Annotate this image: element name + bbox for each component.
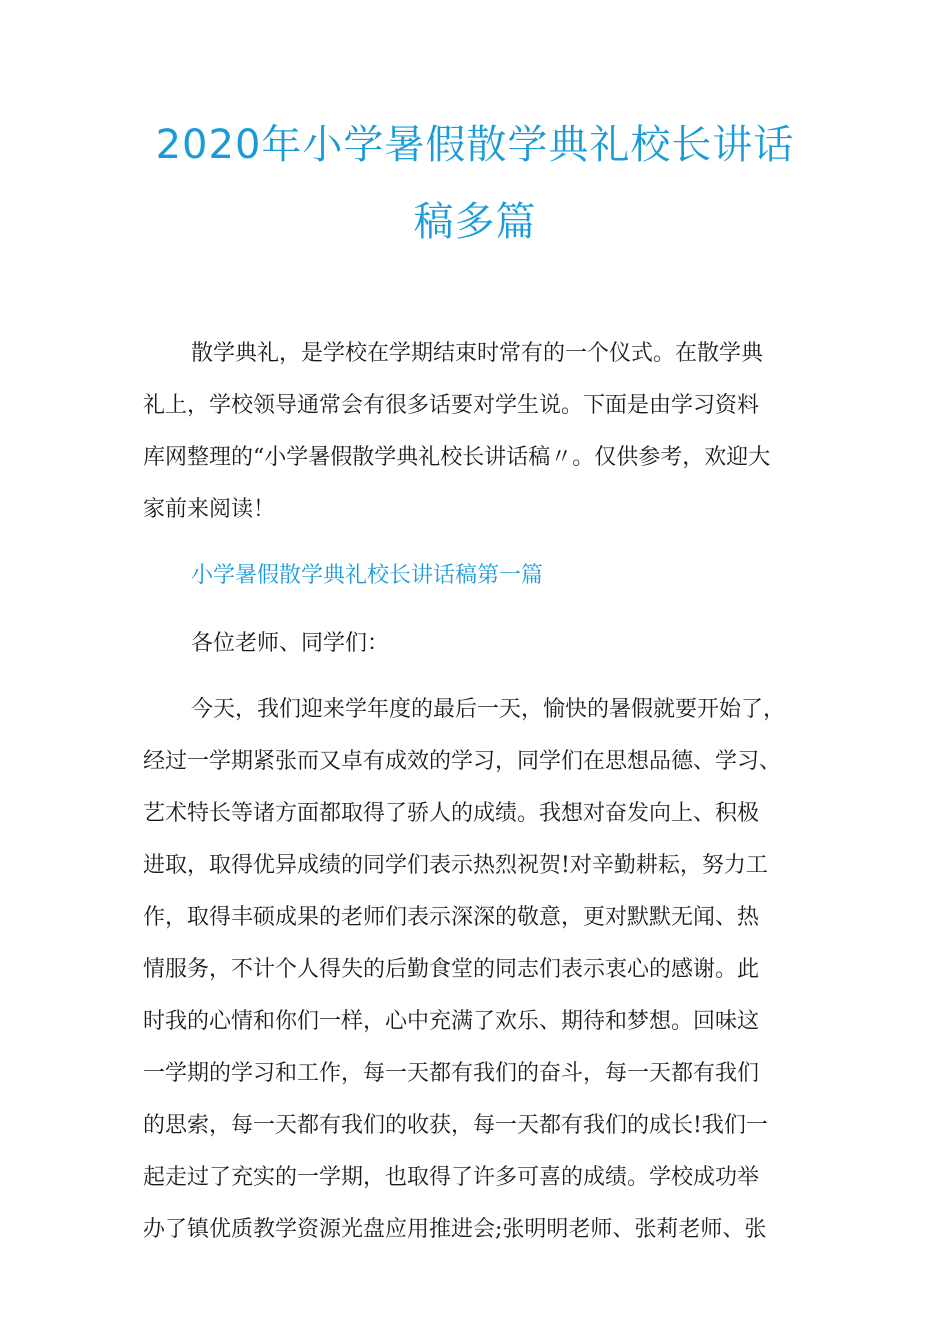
text-line: 时我的心情和你们一样，心中充满了欢乐、期待和梦想。回味这 bbox=[143, 1009, 760, 1034]
document-title-line-2: 稿多篇 bbox=[413, 199, 537, 245]
body-paragraph bbox=[143, 684, 823, 1256]
text-line: 作，取得丰硕成果的老师们表示深深的敬意，更对默默无闻、热 bbox=[143, 905, 760, 930]
text-line: 库网整理的“小学暑假散学典礼校长讲话稿〃。仅供参考，欢迎大 bbox=[143, 445, 771, 470]
text-line: 起走过了充实的一学期，也取得了许多可喜的成绩。学校成功举 bbox=[143, 1165, 760, 1190]
section-heading: 小学暑假散学典礼校长讲话稿第一篇 bbox=[191, 563, 544, 588]
text-line: 进取，取得优异成绩的同学们表示热烈祝贺!对辛勤耕耘，努力工 bbox=[143, 853, 768, 878]
salutation: 各位老师、同学们： bbox=[191, 631, 390, 656]
text-line: 散学典礼，是学校在学期结束时常有的一个仪式。在散学典 bbox=[191, 341, 764, 366]
text-line: 情服务，不计个人得失的后勤食堂的同志们表示衷心的感谢。此 bbox=[143, 957, 760, 982]
text-line: 经过一学期紧张而又卓有成效的学习，同学们在思想品德、学习、 bbox=[143, 749, 782, 774]
text-line: 的思索，每一天都有我们的收获，每一天都有我们的成长!我们一 bbox=[143, 1113, 768, 1138]
text-line: 办了镇优质教学资源光盘应用推进会;张明明老师、张莉老师、张 bbox=[143, 1217, 767, 1242]
text-line: 艺术特长等诸方面都取得了骄人的成绩。我想对奋发向上、积极 bbox=[143, 801, 760, 826]
document-title-line-1: 2020年小学暑假散学典礼校长讲话 bbox=[155, 122, 795, 168]
text-line: 今天，我们迎来学年度的最后一天，愉快的暑假就要开始了， bbox=[191, 697, 786, 722]
text-line: 家前来阅读！ bbox=[143, 497, 276, 522]
text-line: 一学期的学习和工作，每一天都有我们的奋斗，每一天都有我们 bbox=[143, 1061, 760, 1086]
text-line: 礼上，学校领导通常会有很多话要对学生说。下面是由学习资料 bbox=[143, 393, 760, 418]
intro-paragraph bbox=[143, 328, 823, 536]
